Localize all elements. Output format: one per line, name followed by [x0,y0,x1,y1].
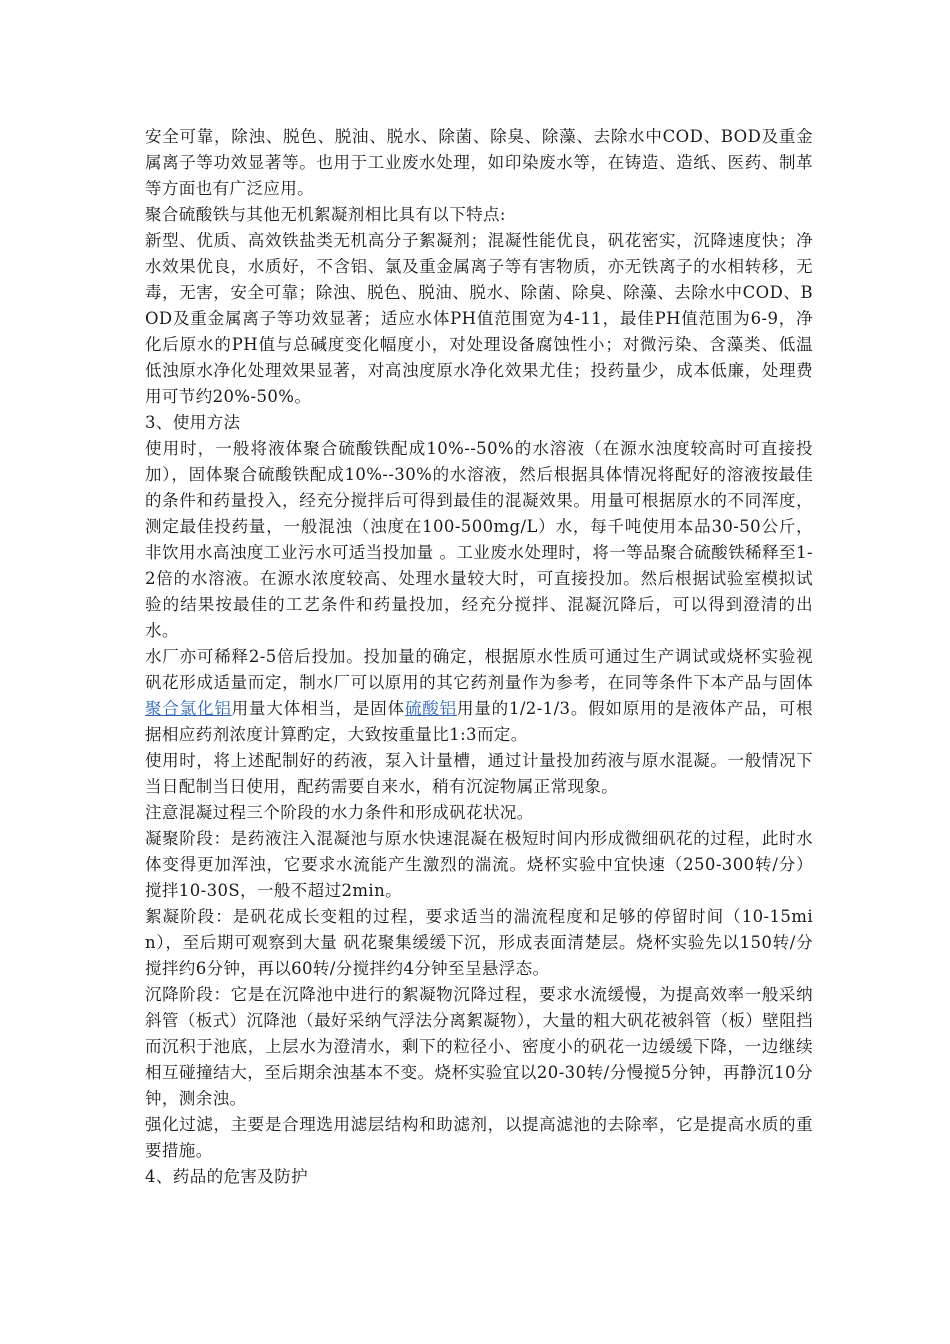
paragraph-water-plant [145,644,813,748]
paragraph-coagulation-stage: 凝聚阶段：是药液注入混凝池与原水快速混凝在极短时间内形成微细矾花的过程，此时水体变得更加浑浊，它要求水流能产生激烈的湍流。烧杯实验中宜快速（250-300转/分）搅拌10-30S，一般不超过2min。 [145,829,813,900]
paragraph-application: 安全可靠，除浊、脱色、脱油、脱水、除菌、除臭、除藻、去除水中COD、BOD及重金属离子等功效显著等。也用于工业废水处理，如印染废水等，在铸造、造纸、医药、制革等方面也有广泛应用。 [145,127,813,198]
link-aluminium-sulfate[interactable]: 硫酸铝 [404,699,457,718]
section-heading-usage: 3、使用方法 [145,413,241,432]
paragraph-flocculation-stage: 絮凝阶段：是矾花成长变粗的过程，要求适当的湍流程度和足够的停留时间（10-15min），至后期可观察到大量 矾花聚集缓缓下沉，形成表面清楚层。烧杯实验先以150转/分搅拌约6分钟，再以60转/分搅拌约4分钟至呈悬浮态。 [145,907,813,978]
paragraph-sedimentation-stage: 沉降阶段：它是在沉降池中进行的絮凝物沉降过程，要求水流缓慢，为提高效率一般采纳斜管（板式）沉降池（最好采纳气浮法分离絮凝物），大量的粗大矾花被斜管（板）壁阻挡而沉积于池底，上层水为澄清水，剩下的粒径小、密度小的矾花一边缓缓下降，一边继续相互碰撞结大，至后期余浊基本不变。烧杯实验宜以20-30转/分慢搅5分钟，再静沉10分钟，测余浊。 [145,985,813,1108]
paragraph-water-plant-text-a: 水厂亦可稀释2-5倍后投加。投加量的确定，根据原水性质可通过生产调试或烧杯实验视矾花形成适量而定，制水厂可以原用的其它药剂量作为参考，在同等条件下本产品与固体 [145,647,813,692]
paragraph-features-intro: 聚合硫酸铁与其他无机絮凝剂相比具有以下特点: [145,205,506,224]
paragraph-usage-dosage: 使用时，一般将液体聚合硫酸铁配成10%--50%的水溶液（在源水浊度较高时可直接投加），固体聚合硫酸铁配成10%--30%的水溶液，然后根据具体情况将配好的溶液按最佳的条件和药量投入，经充分搅拌后可得到最佳的混凝效果。用量可根据原水的不同浑度，测定最佳投药量，一般混浊（浊度在100-500mg/L）水，每千吨使用本品30-50公斤，非饮用水高浊度工业污水可适当投加量 。工业废水处理时，将一等品聚合硫酸铁稀释至1-2倍的水溶液。在源水浓度较高、处理水量较大时，可直接投加。然后根据试验室模拟试验的结果按最佳的工艺条件和药量投加，经充分搅拌、混凝沉降后，可以得到澄清的出水。 [145,439,813,640]
paragraph-three-stages: 注意混凝过程三个阶段的水力条件和形成矾花状况。 [145,803,534,822]
document-body [145,124,813,1190]
paragraph-water-plant-text-b: 用量大体相当，是固体 [231,699,405,718]
paragraph-features: 新型、优质、高效铁盐类无机高分子絮凝剂；混凝性能优良，矾花密实，沉降速度快；净水效果优良，水质好，不含铝、氯及重金属离子等有害物质，亦无铁离子的水相转移，无毒，无害，安全可靠；除浊、脱色、脱油、脱水、除菌、除臭、除藻、去除水中COD、BOD及重金属离子等功效显著；适应水体PH值范围宽为4-11，最佳PH值范围为6-9，净化后原水的PH值与总碱度变化幅度小，对处理设备腐蚀性小；对微污染、含藻类、低温低浊原水净化处理效果显著，对高浊度原水净化效果尤佳；投药量少，成本低廉，处理费用可节约20%-50%。 [145,231,813,406]
paragraph-dosing-procedure: 使用时，将上述配制好的药液，泵入计量槽，通过计量投加药液与原水混凝。一般情况下当日配制当日使用，配药需要自来水，稍有沉淀物属正常现象。 [145,751,813,796]
paragraph-water-plant-text-c: 用量的1/2-1/3。假如原用的是液体产品，可根据相应药剂浓度计算酌定，大致按重量比1:3而定。 [145,699,814,744]
link-polyaluminium-chloride[interactable]: 聚合氯化铝 [145,699,232,718]
section-heading-hazards: 4、药品的危害及防护 [145,1167,308,1186]
paragraph-filtration: 强化过滤，主要是合理选用滤层结构和助滤剂，以提高滤池的去除率，它是提高水质的重要措施。 [145,1115,813,1160]
